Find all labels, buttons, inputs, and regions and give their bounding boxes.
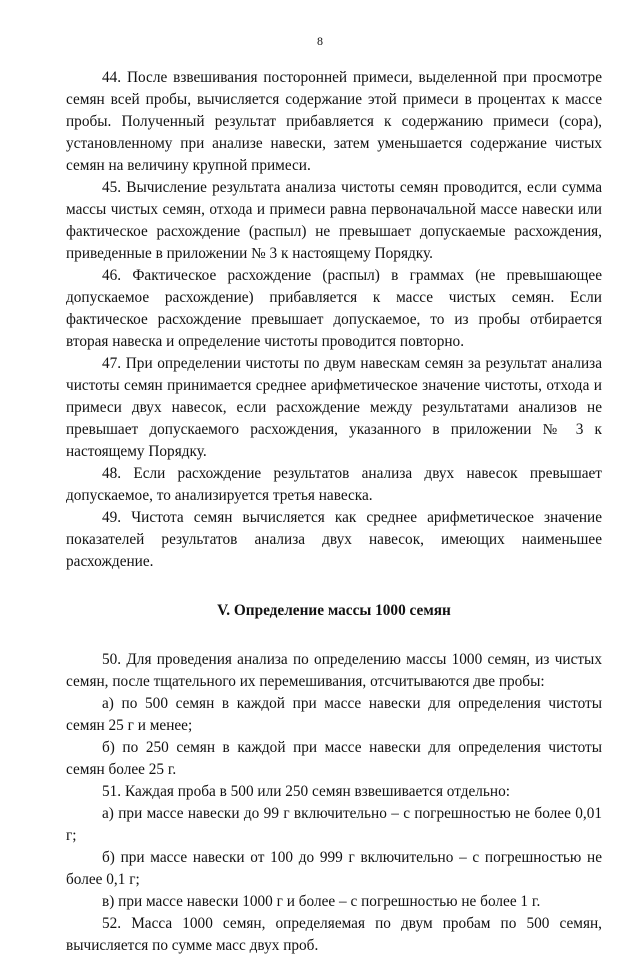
- page-number: 8: [317, 34, 323, 48]
- paragraph-51a: а) при массе навески до 99 г включительно – с погрешностью не более 0,01 г;: [66, 805, 602, 844]
- paragraph-49: 49. Чистота семян вычисляется как среднее арифметическое значение показателей результатов анализа двух навесок, имеющих наименьшее расхождение.: [66, 509, 602, 570]
- paragraph-51: 51. Каждая проба в 500 или 250 семян взвешивается отдельно:: [102, 783, 510, 800]
- paragraph-47: 47. При определении чистоты по двум навескам семян за результат анализа чистоты семян принимается среднее арифметическое значение чистоты, отхода и примеси двух навесок, если расхождение между результатами анализов не превышает допускаемого расхождения, указанного в приложении № 3 к настоящему Порядку.: [66, 355, 602, 460]
- paragraph-46: 46. Фактическое расхождение (распыл) в граммах (не превышающее допускаемое расхождение) прибавляется к массе чистых семян. Если фактическое расхождение превышает допускаемое, то из пробы отбирается вторая навеска и определение чистоты проводится повторно.: [66, 267, 602, 350]
- paragraph-45: 45. Вычисление результата анализа чистоты семян проводится, если сумма массы чистых семян, отхода и примеси равна первоначальной массе навески или фактическое расхождение (распыл) не превышает допускаемые расхождения, приведенные в приложении № 3 к настоящему Порядку.: [66, 179, 602, 262]
- paragraph-51c: в) при массе навески 1000 г и более – с погрешностью не более 1 г.: [102, 893, 541, 910]
- paragraph-48: 48. Если расхождение результатов анализа двух навесок превышает допускаемое, то анализируется третья навеска.: [66, 465, 602, 504]
- paragraph-50: 50. Для проведения анализа по определению массы 1000 семян, из чистых семян, после тщательного их перемешивания, отсчитываются две пробы:: [66, 651, 602, 690]
- document-body: [66, 67, 602, 957]
- section-heading: V. Определение массы 1000 семян: [217, 602, 451, 619]
- paragraph-50a: а) по 500 семян в каждой при массе навески для определения чистоты семян 25 г и менее;: [66, 695, 602, 734]
- paragraph-51b: б) при массе навески от 100 до 999 г включительно – с погрешностью не более 0,1 г;: [66, 849, 602, 888]
- paragraph-44: 44. После взвешивания посторонней примеси, выделенной при просмотре семян всей пробы, вычисляется содержание этой примеси в процентах к массе пробы. Полученный результат прибавляется к содержанию примеси (сора), установленному при анализе навески, затем уменьшается содержание чистых семян на величину крупной примеси.: [66, 69, 602, 174]
- paragraph-50b: б) по 250 семян в каждой при массе навески для определения чистоты семян более 25 г.: [66, 739, 602, 778]
- paragraph-52: 52. Масса 1000 семян, определяемая по двум пробам по 500 семян, вычисляется по сумме масс двух проб.: [66, 915, 602, 954]
